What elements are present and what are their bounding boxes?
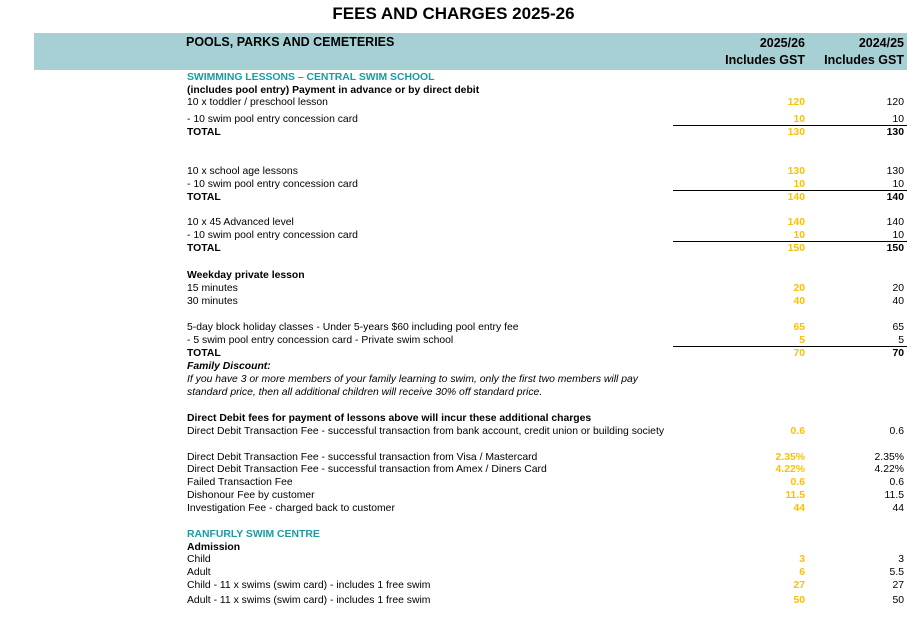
page-title: FEES AND CHARGES 2025-26 (332, 4, 575, 23)
value-2024: 120 (886, 97, 904, 108)
table-row (0, 126, 907, 139)
table-row (0, 347, 907, 360)
section-heading: SWIMMING LESSONS – CENTRAL SWIM SCHOOL (187, 72, 435, 83)
value-2025: 10 (793, 179, 805, 190)
col-2024-year: 2024/25 (858, 36, 904, 50)
value-2024: 50 (892, 595, 904, 606)
row-label: TOTAL (187, 243, 221, 254)
row-label: Child - 11 x swims (swim card) - includes 1 free swim (187, 580, 431, 591)
section-heading: RANFURLY SWIM CENTRE (187, 529, 320, 540)
table-row (0, 594, 907, 607)
table-row (0, 71, 907, 84)
value-2024: 44 (892, 503, 904, 514)
col-2025-gst: Includes GST (725, 53, 805, 67)
row-label: 30 minutes (187, 296, 238, 307)
value-2025: 4.22% (775, 464, 805, 475)
table-row (0, 242, 907, 255)
row-label: Direct Debit Transaction Fee - successful transaction from Amex / Diners Card (187, 464, 547, 475)
row-label: (includes pool entry) Payment in advance or by direct debit (187, 85, 480, 96)
value-2024: 4.22% (874, 464, 904, 475)
value-2024: 10 (892, 114, 904, 125)
row-label: TOTAL (187, 348, 221, 359)
value-2025: 11.5 (785, 490, 805, 501)
row-label: Dishonour Fee by customer (187, 490, 315, 501)
row-label: 10 x 45 Advanced level (187, 217, 294, 228)
table-row (0, 489, 907, 502)
value-2024: 130 (886, 127, 904, 138)
value-2025: 65 (793, 322, 805, 333)
row-label: - 10 swim pool entry concession card (187, 114, 358, 125)
row-label: Failed Transaction Fee (187, 477, 293, 488)
value-2024: 0.6 (889, 426, 904, 437)
value-2024: 140 (886, 192, 904, 203)
row-label: Child (187, 554, 211, 565)
table-row (0, 412, 907, 425)
value-2024: 65 (892, 322, 904, 333)
table-row (0, 566, 907, 579)
table-row (0, 502, 907, 515)
value-2025: 70 (793, 348, 805, 359)
value-2025: 10 (793, 230, 805, 241)
row-label: 15 minutes (187, 283, 238, 294)
value-2024: 5.5 (889, 567, 904, 578)
value-2025: 150 (787, 243, 805, 254)
value-2024: 27 (892, 580, 904, 591)
row-label: Admission (187, 542, 241, 553)
table-row (0, 579, 907, 592)
table-row (0, 191, 907, 204)
value-2025: 5 (799, 335, 805, 346)
table-row (0, 216, 907, 229)
value-2025: 140 (787, 192, 805, 203)
table-row (0, 360, 907, 373)
col-2024-header (824, 35, 904, 69)
table-row (0, 165, 907, 178)
value-2024: 10 (892, 179, 904, 190)
col-2024-gst: Includes GST (824, 53, 904, 67)
value-2025: 10 (793, 114, 805, 125)
row-label: Investigation Fee - charged back to customer (187, 503, 395, 514)
value-2024: 11.5 (884, 490, 904, 501)
value-2024: 10 (892, 230, 904, 241)
value-2025: 3 (799, 554, 805, 565)
table-row (0, 96, 907, 109)
row-label: - 10 swim pool entry concession card (187, 230, 358, 241)
row-label: Adult (187, 567, 211, 578)
value-2025: 130 (787, 127, 805, 138)
value-2025: 20 (793, 283, 805, 294)
value-2024: 20 (892, 283, 904, 294)
col-2025-header (725, 35, 805, 69)
row-label: 10 x school age lessons (187, 166, 298, 177)
table-row (0, 476, 907, 489)
value-2025: 44 (793, 503, 805, 514)
row-label: 10 x toddler / preschool lesson (187, 97, 328, 108)
table-row (0, 425, 907, 438)
value-2024: 140 (886, 217, 904, 228)
value-2025: 6 (799, 567, 805, 578)
value-2024: 5 (898, 335, 904, 346)
row-label: Direct Debit fees for payment of lessons above will incur these additional charges (187, 413, 592, 424)
row-label: TOTAL (187, 127, 221, 138)
value-2025: 40 (793, 296, 805, 307)
row-label: - 5 swim pool entry concession card - Private swim school (187, 335, 454, 346)
table-header (34, 33, 907, 70)
value-2024: 3 (898, 554, 904, 565)
row-label: Direct Debit Transaction Fee - successful transaction from Visa / Mastercard (187, 452, 538, 463)
table-row (0, 553, 907, 566)
discount-text: If you have 3 or more members of your family learning to swim, only the first two members will pay (187, 374, 638, 385)
row-label: Direct Debit Transaction Fee - successful transaction from bank account, credit union or building society (187, 426, 665, 437)
table-row (0, 373, 907, 386)
table-row (0, 528, 907, 541)
discount-heading: Family Discount: (187, 361, 271, 372)
value-2025: 27 (793, 580, 805, 591)
value-2025: 130 (787, 166, 805, 177)
table-row (0, 321, 907, 334)
table-row (0, 386, 907, 399)
value-2024: 0.6 (889, 477, 904, 488)
row-label: Weekday private lesson (187, 270, 305, 281)
value-2024: 130 (886, 166, 904, 177)
section-title: POOLS, PARKS AND CEMETERIES (186, 35, 395, 49)
value-2025: 120 (787, 97, 805, 108)
table-row (0, 463, 907, 476)
value-2024: 70 (892, 348, 904, 359)
value-2024: 2.35% (874, 452, 904, 463)
value-2024: 150 (886, 243, 904, 254)
table-row (0, 282, 907, 295)
value-2024: 40 (892, 296, 904, 307)
row-label: - 10 swim pool entry concession card (187, 179, 358, 190)
value-2025: 50 (793, 595, 805, 606)
row-label: Adult - 11 x swims (swim card) - includes 1 free swim (187, 595, 431, 606)
col-2025-year: 2025/26 (759, 36, 805, 50)
value-2025: 140 (787, 217, 805, 228)
table-row (0, 295, 907, 308)
discount-text: standard price, then all additional children will receive 30% off standard price. (187, 387, 543, 398)
value-2025: 0.6 (790, 426, 805, 437)
value-2025: 0.6 (790, 477, 805, 488)
row-label: TOTAL (187, 192, 221, 203)
table-row (0, 269, 907, 282)
value-2025: 2.35% (775, 452, 805, 463)
row-label: 5-day block holiday classes - Under 5-years $60 including pool entry fee (187, 322, 519, 333)
